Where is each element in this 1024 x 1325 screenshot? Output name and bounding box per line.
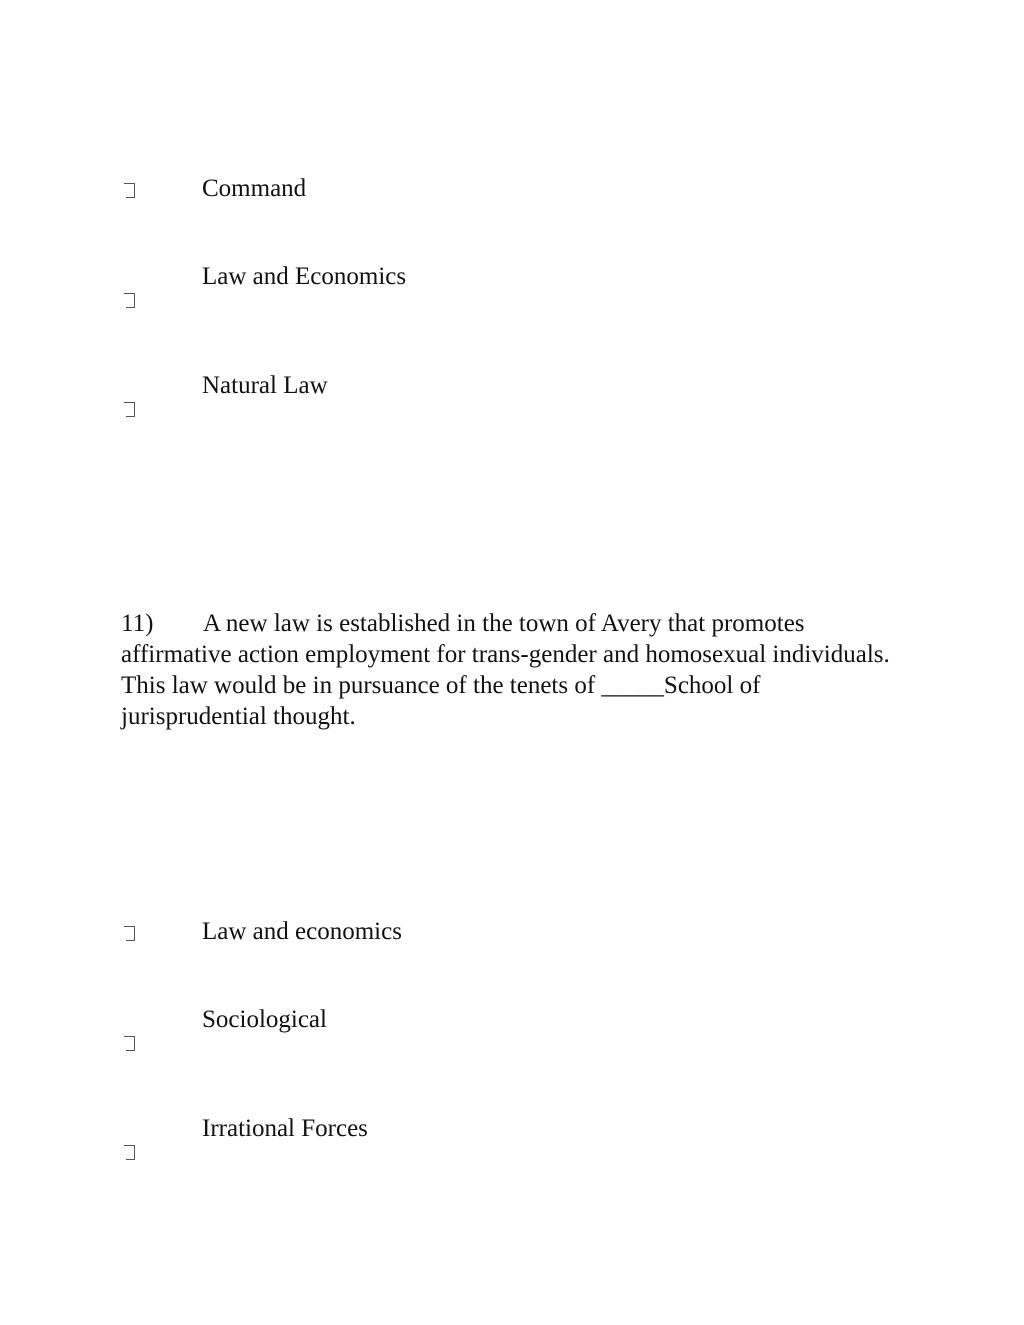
option-label-natural-law: Natural Law [202, 372, 328, 399]
option-checkbox-law-and-economics-2[interactable] [124, 926, 135, 940]
question-11 [121, 608, 911, 732]
option-label-law-and-economics-2: Law and economics [202, 918, 402, 945]
question-text: A new law is established in the town of Avery that promotes affirmative action employment for trans-gender and homosexual individuals. This law would be in pursuance of the tenets of _____School of jurisprudential thought. [121, 610, 890, 730]
option-checkbox-irrational-forces[interactable] [124, 1145, 135, 1159]
question-number: 11) [121, 610, 154, 637]
option-label-law-and-economics: Law and Economics [202, 263, 407, 290]
option-checkbox-natural-law[interactable] [124, 402, 135, 416]
option-checkbox-command[interactable] [124, 183, 135, 197]
option-label-command: Command [202, 175, 307, 202]
option-checkbox-law-and-economics[interactable] [124, 293, 135, 307]
option-checkbox-sociological[interactable] [124, 1036, 135, 1050]
option-label-irrational-forces: Irrational Forces [202, 1115, 368, 1142]
option-label-sociological: Sociological [202, 1006, 327, 1033]
